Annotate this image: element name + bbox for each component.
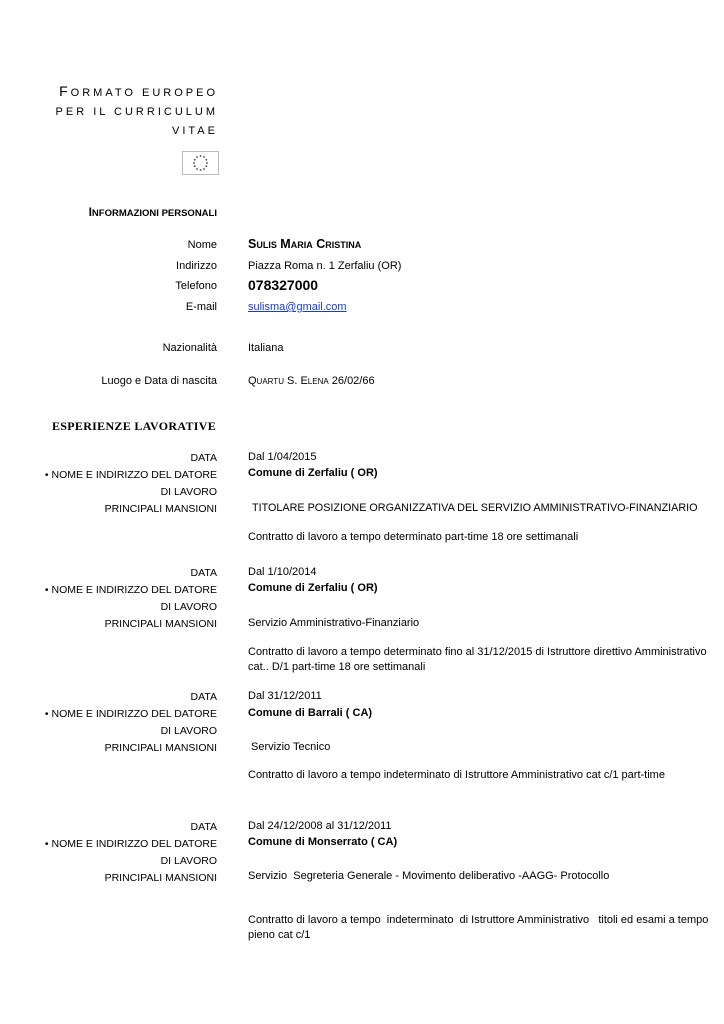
entry-employer: Comune di Barrali ( CA) bbox=[248, 707, 373, 719]
entry-date: Dal 24/12/2008 al 31/12/2011 bbox=[248, 820, 392, 832]
label-mansioni: PRINCIPALI MANSIONI bbox=[104, 503, 217, 515]
entry-date: Dal 1/10/2014 bbox=[248, 566, 317, 578]
label-data: DATA bbox=[190, 821, 217, 833]
entry-contract-line2: cat.. D/1 part-time 18 ore settimanali bbox=[248, 661, 426, 673]
entry-employer: Comune di Monserrato ( CA) bbox=[248, 836, 398, 848]
birth-date: 26/02/66 bbox=[328, 375, 375, 387]
birth-place: Quartu S. Elena bbox=[248, 375, 329, 387]
label-telefono: Telefono bbox=[175, 280, 217, 292]
section-rest: NFORMAZIONI PERSONALI bbox=[91, 208, 217, 219]
entry-contract: Contratto di lavoro a tempo indeterminato di Istruttore Amministrativo cat c/1 part-time bbox=[248, 769, 665, 781]
label-mansioni: PRINCIPALI MANSIONI bbox=[104, 618, 217, 630]
entry-employer: Comune di Zerfaliu ( OR) bbox=[248, 582, 378, 594]
label-mansioni: PRINCIPALI MANSIONI bbox=[104, 872, 217, 884]
label-email: E-mail bbox=[185, 301, 217, 313]
personal-info-section-title bbox=[89, 205, 217, 219]
entry-contract-line1: Contratto di lavoro a tempo indeterminato di Istruttore Amministrativo titoli ed esami a tempo bbox=[248, 914, 709, 926]
value-nazionalita: Italiana bbox=[248, 342, 284, 354]
entry-contract: Contratto di lavoro a tempo determinato part-time 18 ore settimanali bbox=[248, 531, 579, 543]
entry-date: Dal 31/12/2011 bbox=[248, 690, 322, 702]
entry-role: TITOLARE POSIZIONE ORGANIZZATIVA DEL SERVIZIO AMMINISTRATIVO-FINANZIARIO bbox=[252, 502, 698, 514]
cv-format-title-line1 bbox=[56, 82, 218, 103]
label-mansioni: PRINCIPALI MANSIONI bbox=[104, 742, 217, 754]
label-data: DATA bbox=[190, 691, 217, 703]
label-nazionalita: Nazionalità bbox=[162, 342, 217, 354]
entry-role: Servizio Tecnico bbox=[248, 741, 331, 753]
title-initial: F bbox=[59, 83, 71, 99]
label-datore-2: DI LAVORO bbox=[160, 486, 217, 498]
cv-format-title-line3: VITAE bbox=[172, 125, 218, 137]
value-nome: Sulis Maria Cristina bbox=[248, 237, 362, 251]
entry-date: Dal 1/04/2015 bbox=[248, 451, 317, 463]
label-datore: • NOME E INDIRIZZO DEL DATORE bbox=[44, 469, 217, 481]
label-datore: • NOME E INDIRIZZO DEL DATORE bbox=[44, 708, 217, 720]
label-datore: • NOME E INDIRIZZO DEL DATORE bbox=[44, 584, 217, 596]
label-luogo-data: Luogo e Data di nascita bbox=[101, 375, 217, 387]
entry-contract-line2: pieno cat c/1 bbox=[248, 929, 311, 941]
email-link[interactable]: sulisma@gmail.com bbox=[248, 301, 347, 313]
cv-format-title bbox=[56, 82, 218, 141]
label-data: DATA bbox=[190, 452, 217, 464]
entry-contract-line1: Contratto di lavoro a tempo determinato fino al 31/12/2015 di Istruttore direttivo Amministrativo bbox=[248, 646, 707, 658]
label-datore: • NOME E INDIRIZZO DEL DATORE bbox=[44, 838, 217, 850]
eu-flag-icon bbox=[182, 151, 219, 175]
section-initial: I bbox=[88, 205, 92, 219]
title-rest: ORMATO EUROPEO bbox=[70, 87, 218, 99]
label-indirizzo: Indirizzo bbox=[176, 260, 217, 272]
value-telefono: 078327000 bbox=[248, 277, 319, 293]
label-nome: Nome bbox=[187, 239, 217, 251]
entry-employer: Comune di Zerfaliu ( OR) bbox=[248, 467, 378, 479]
cv-format-title-line2: PER IL CURRICULUM bbox=[55, 106, 218, 118]
value-luogo-data bbox=[248, 373, 375, 390]
label-data: DATA bbox=[190, 567, 217, 579]
entry-role: Servizio Amministrativo-Finanziario bbox=[248, 617, 420, 629]
value-indirizzo: Piazza Roma n. 1 Zerfaliu (OR) bbox=[248, 260, 402, 272]
label-datore-2: DI LAVORO bbox=[160, 725, 217, 737]
label-datore-2: DI LAVORO bbox=[160, 601, 217, 613]
entry-role: Servizio Segreteria Generale - Movimento deliberativo -AAGG- Protocollo bbox=[248, 870, 610, 882]
experience-section-title: ESPERIENZE LAVORATIVE bbox=[52, 419, 216, 433]
label-datore-2: DI LAVORO bbox=[160, 855, 217, 867]
